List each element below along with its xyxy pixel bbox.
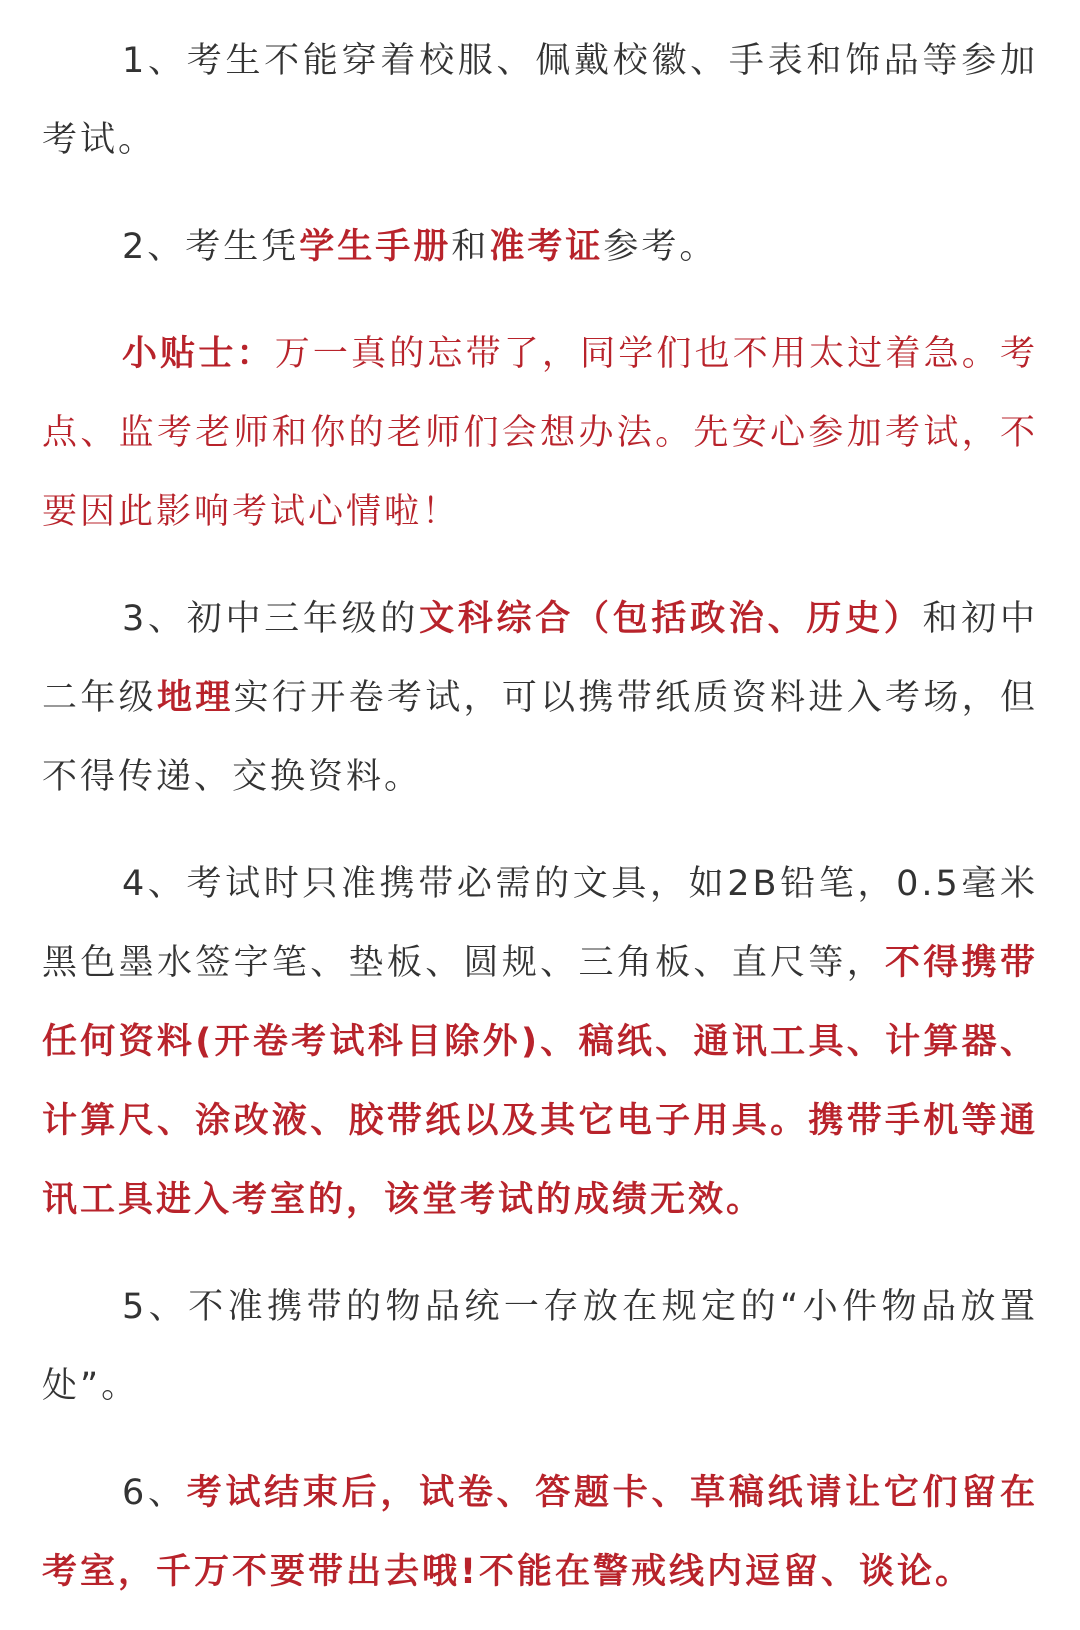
paragraph-3-text-b: 和初中二年级 — [42, 599, 1038, 718]
liberal-arts-highlight: 文科综合（包括政治、历史） — [419, 599, 923, 639]
paragraph-2-text-b: 和 — [451, 227, 490, 267]
admission-ticket-highlight: 准考证 — [489, 227, 604, 267]
paragraph-2-text-c: 参考。 — [603, 227, 718, 267]
paragraph-6-text-a: 6、 — [122, 1473, 187, 1513]
paragraph-5 — [42, 1268, 1038, 1426]
paragraph-5-text: 5、不准携带的物品统一存放在规定的“小件物品放置处”。 — [42, 1287, 1038, 1406]
tip-label: 小贴士： — [122, 334, 275, 374]
paragraph-3-text-c: 实行开卷考试，可以携带纸质资料进入考场，但不得传递、交换资料。 — [42, 678, 1038, 797]
paragraph-1 — [42, 22, 1038, 180]
after-exam-highlight: 考试结束后，试卷、答题卡、草稿纸请让它们留在考室，千万不要带出去哦!不能在警戒线内逗留、谈论。 — [42, 1473, 1038, 1592]
tip-text: 万一真的忘带了，同学们也不用太过着急。考点、监考老师和你的老师们会想办法。先安心参加考试，不要因此影响考试心情啦！ — [42, 334, 1038, 532]
paragraph-3-text-a: 3、初中三年级的 — [122, 599, 420, 639]
prohibited-items-highlight: 不得携带任何资料(开卷考试科目除外)、稿纸、通讯工具、计算器、计算尺、涂改液、胶带纸以及其它电子用具。携带手机等通讯工具进入考室的，该堂考试的成绩无效。 — [42, 943, 1038, 1220]
paragraph-2 — [42, 208, 1038, 287]
paragraph-1-text: 1、考生不能穿着校服、佩戴校徽、手表和饰品等参加考试。 — [42, 41, 1038, 160]
paragraph-2-text-a: 2、考生凭 — [122, 227, 300, 267]
paragraph-4-text-a: 4、考试时只准携带必需的文具，如2B铅笔，0.5毫米黑色墨水签字笔、垫板、圆规、三角板、直尺等， — [42, 864, 1038, 983]
paragraph-6 — [42, 1454, 1038, 1612]
student-handbook-highlight: 学生手册 — [299, 227, 452, 267]
tip-paragraph — [42, 315, 1038, 552]
paragraph-3 — [42, 580, 1038, 817]
paragraph-4 — [42, 845, 1038, 1240]
geography-highlight: 地理 — [156, 678, 234, 718]
